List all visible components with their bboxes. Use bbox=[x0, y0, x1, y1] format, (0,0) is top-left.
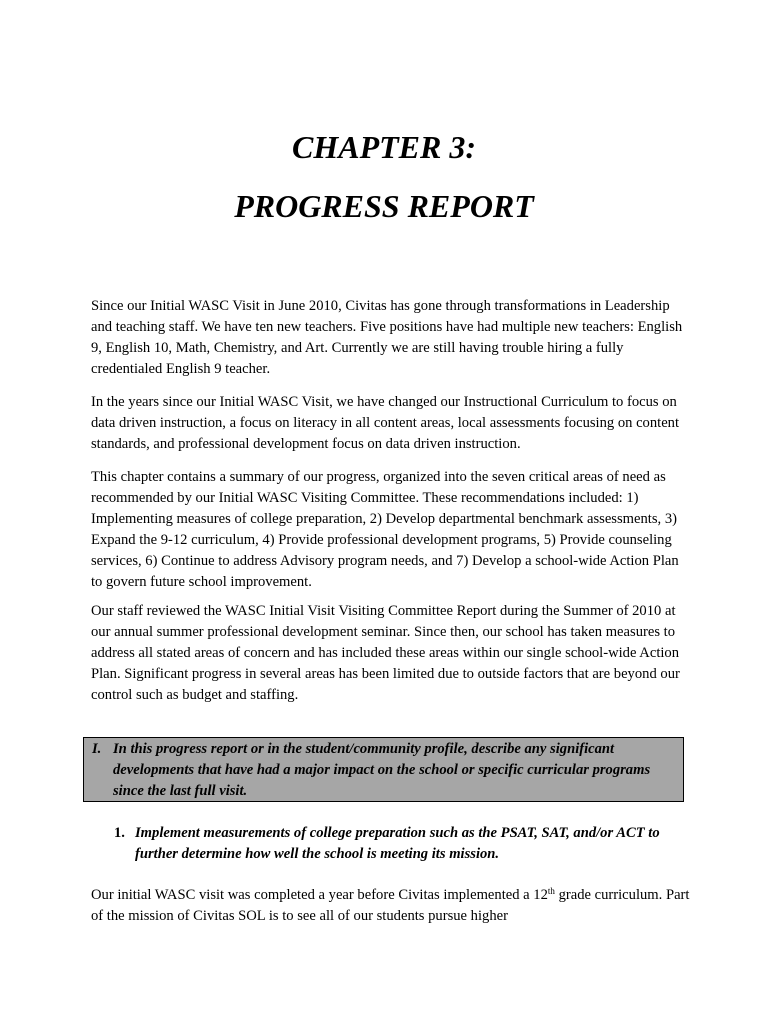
item-text: Implement measurements of college preparation such as the PSAT, SAT, and/or ACT to further determine how well the school is meeting its mission. bbox=[135, 825, 660, 862]
item-number: 1. bbox=[114, 825, 125, 841]
question-text: In this progress report or in the student/community profile, describe any significant developments that have had a major impact on the school or specific curricular programs since the last full visit. bbox=[113, 741, 651, 799]
chapter-title: PROGRESS REPORT bbox=[234, 188, 534, 224]
question-numeral: I. bbox=[92, 741, 102, 757]
chapter-number: CHAPTER 3: bbox=[291, 129, 476, 165]
closing-text-start: Our initial WASC visit was completed a year before Civitas implemented a 12 bbox=[91, 887, 548, 903]
paragraph-staff-changes: Since our Initial WASC Visit in June 2010, Civitas has gone through transformations in Leadership and teaching staff. We have ten new teachers. Five positions have had multiple new teachers: English 9, English 10, Math, Chemistry, and Art. Currently we are still having trouble hiring a fully credentialed English 9 teacher. bbox=[91, 298, 683, 377]
question-box bbox=[83, 737, 684, 802]
closing-superscript: th bbox=[547, 886, 555, 896]
paragraph-curriculum-changes: In the years since our Initial WASC Visit, we have changed our Instructional Curriculum to focus on data driven instruction, a focus on literacy in all content areas, local assessments focusing on content standards, and professional development focus on data driven instruction. bbox=[91, 394, 680, 452]
paragraph-closing bbox=[91, 885, 691, 927]
paragraph-chapter-summary: This chapter contains a summary of our progress, organized into the seven critical areas of need as recommended by our Initial WASC Visiting Committee. These recommendations included: 1) Implementing measures of college preparation, 2) Develop departmental benchmark assessments, 3) Expand the 9-12 curriculum, 4) Provide professional development programs, 5) Provide counseling services, 6) Continue to address Advisory program needs, and 7) Develop a school-wide Action Plan to govern future school improvement. bbox=[91, 469, 679, 590]
closing-text-end: grade curriculum. Part of the mission of Civitas SOL is to see all of our students pursue higher bbox=[91, 887, 690, 924]
paragraph-report-review: Our staff reviewed the WASC Initial Visit Visiting Committee Report during the Summer of 2010 at our annual summer professional development seminar. Since then, our school has taken measures to address all stated areas of concern and has included these areas within our single school-wide Action Plan. Significant progress in several areas has been limited due to outside factors that are beyond our control such as budget and staffing. bbox=[91, 603, 680, 703]
